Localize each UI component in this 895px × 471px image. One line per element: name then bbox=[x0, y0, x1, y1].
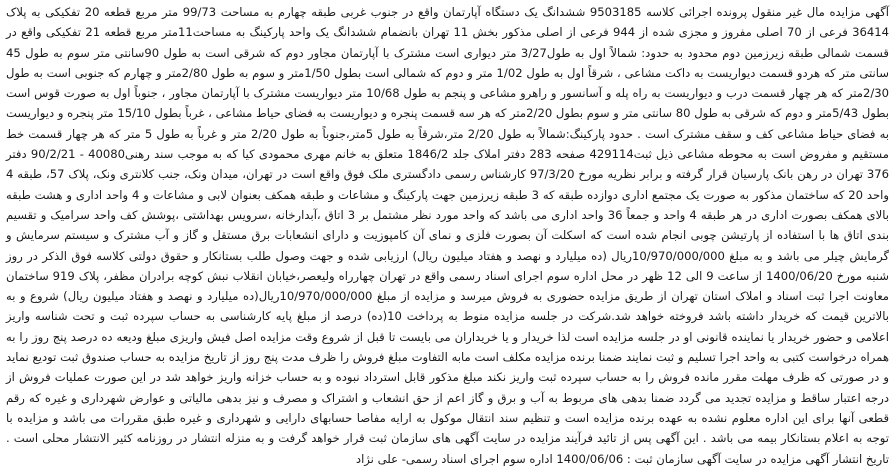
notice-body-text: آگهی مزایده مال غیر منقول پرونده اجرائی کلاسه 9503185 ششدانگ یک دستگاه آپارتمان واقع در جنوب غربی طبقه چهارم به مساحت 99/73 متر مربع قطعه 20 تفکیکی به پلاک 36414 فرعی از 70 اصلی مفروز و مجزی شده از 944 فرعی از اصلی مذکور بخش 11 تهران بانضمام ششدانگ یک واحد پارکینگ به مساحت11متر مربع قطعه 21 تفکیکی واقع در قسمت شمالی طبقه زیرزمین دوم محدود به حدود: شمالاً اول به طول3/27 متر دیواری است مشترک با آپارتمان مجاور دوم که شرقی است به طول 90سانتی متر سوم به طول 45 سانتی متر که هردو قسمت دیواریست به داکت مشاعی ، شرقاً اول به طول 1/02 متر و دوم که شمالی است بطول 1/50متر و سوم به طول 2/80متر و چهارم که جنوبی است به طول 2/30متر که هر چهار قسمت درب و دیواریست به راه پله و آسانسور و راهرو مشاعی و پنجم به طول 10/68 متر دیواریست مشترک با آپارتمان مجاور ، جنوباً اول به صورت قوس است بطول 5/43متر و دوم که شرقی به طول 80 سانتی متر و سوم بطول 2/20متر که هر سه قسمت پنجره و دیواریست به فضای حیاط مشاعی ، غرباً بطول 15/10 متر پنجره و دیواریست به فضای حیاط مشاعی کف و سقف مشترک است . حدود پارکینگ:شمالاً به طول 2/20 متر،شرقاً به طول 5متر،جنوباً به طول 2/20 متر و غرباً به طول 5 متر که هر چهار قسمت خط مستقیم و مفروض است به محوطه مشاعی ذیل ثبت429114 صفحه 283 دفتر املاک جلد 1846/2 متعلق به خانم مهری محمودی کیا که به موجب سند رهنی40080 - 90/2/21 دفتر 376 تهران در رهن بانک پارسیان قرار گرفته و برابر نظریه مورخ 97/3/20 کارشناس رسمی دادگستری ملک فوق واقع است در تهران، میدان ونک، جنب کلانتری ونک، پلاک 57، طبقه 4 واحد 20 که ساختمان مذکور به صورت یک مجتمع اداری دوازده طبقه که 3 طبقه زیرزمین جهت پارکینگ و مشاعات و طبقه همکف بعنوان لابی و مشاعات و 4 واحد اداری و هشت طبقه بالای همکف بصورت اداری در هر طبقه 4 واحد و جمعاً 36 واحد اداری می باشد که واحد مورد نظر مشتمل بر 3 اتاق ،آبدارخانه ،سرویس بهداشتی ،پوشش کف واحد سرامیک و تقسیم بندی اتاق ها با استفاده از پارتیشن چوبی انجام شده است که اسکلت آن بصورت فلزی و نمای آن کامپوزیت و دارای انشعابات برق مستقل و گاز و آب مشترک و سیستم سرمایش و گرمایش چیلر می باشد و به مبلغ 10/970/000/000ریال (ده میلیارد و نهصد و هفتاد میلیون ریال) ارزیابی شده و جهت وصول طلب بستانکار و حقوق دولتی کلاسه فوق الذکر در روز شنبه مورخ 1400/06/20 از ساعت 9 الی 12 ظهر در محل اداره سوم اجرای اسناد رسمی واقع در تهران چهارراه ولیعصر،خیابان انقلاب نبش کوچه برادران مظفر، پلاک 919 ساختمان معاونت اجرا ثبت اسناد و املاک استان تهران از طریق مزایده حضوری به فروش میرسد و مزایده از مبلغ 10/970/000/000ریال(ده میلیارد و نهصد و هفتاد میلیون ریال) شروع و به بالاترین قیمت که خریدار داشته باشد فروخته خواهد شد.شرکت در جلسه مزایده منوط به پرداخت 10(ده) درصد از مبلغ پایه کارشناسی به حساب سپرده ثبت و تحت شناسه واریز اعلامی و حضور خریدار یا نماینده قانونی او در جلسه مزایده است لذا خریدار و یا خریداران می بایست تا قبل از شروع وقت مزایده اصل فیش واریزی مبلغ ودیعه ده درصد پنج روز را به همراه درخواست کتبی به واحد اجرا تسلیم و ثبت نمایند ضمنا برنده مزایده مکلف است مابه التفاوت مبلغ فروش را ظرف مدت پنج روز از تاریخ مزایده به حساب صندوق ثبت تودیع نماید و در صورتی که ظرف مهلت مقرر مانده فروش را به حساب سپرده ثبت واریز نکند مبلغ مذکور قابل استرداد نبوده و به حساب خزانه واریز خواهد شد در این صورت عملیات فروش از درجه اعتبار ساقط و مزایده تجدید می گردد ضمنا بدهی های مربوط به آب و برق و گاز اعم از حق انشعاب و اشتراک و مصرف و نیز بدهی مالیاتی و عوارض شهرداری و غیره که رقم قطعی آنها برای این اداره معلوم نشده به عهده برنده مزایده است و تنظیم سند انتقال موکول به ارایه مفاصا حسابهای دارایی و شهرداری و غیره طبق مقررات می باشد و مزایده با توجه به اعلام بستانکار بیمه می باشد . این آگهی پس از تائید فرآیند مزایده در سایت آگهی های سازمان ثبت قرار خواهد گرفت و به منزله انتشار در روزنامه کثیر الانتشار محلی است . تاریخ انتشار آگهی مزایده در سایت آگهی سازمان ثبت : 1400/06/06 اداره سوم اجرای اسناد رسمی- علی نژاد bbox=[6, 5, 890, 466]
